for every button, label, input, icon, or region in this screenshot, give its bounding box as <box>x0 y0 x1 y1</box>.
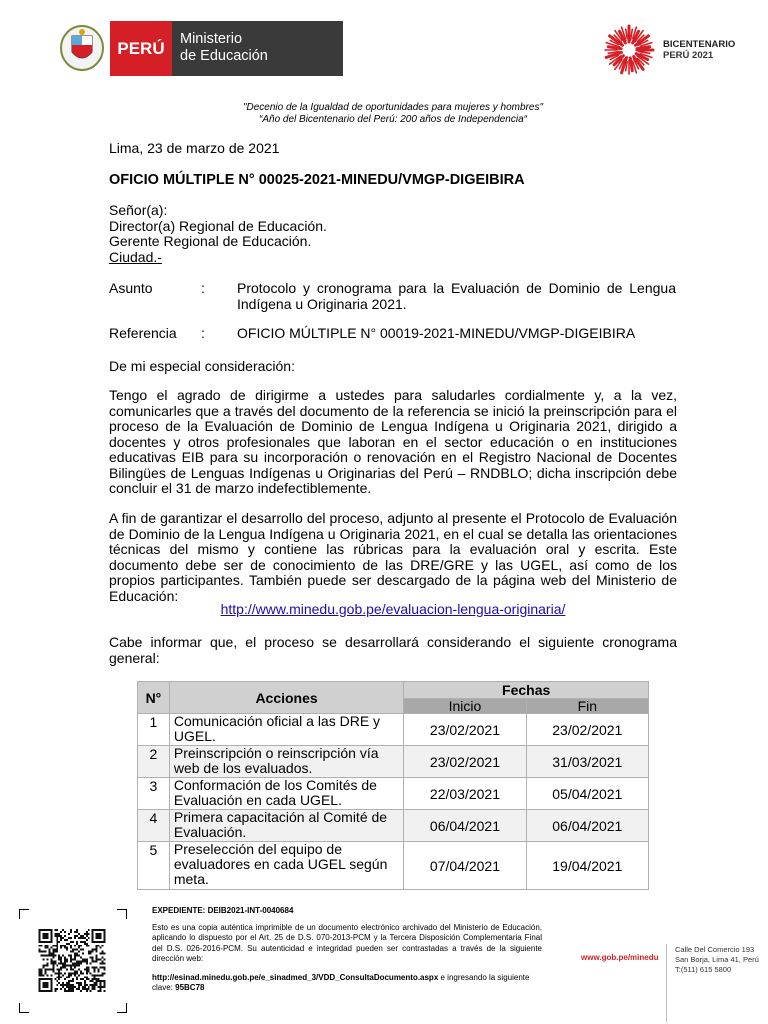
row-action: Comunicación oficial a las DRE y UGEL. <box>169 714 403 746</box>
crop-mark <box>19 1003 29 1013</box>
addressee-city: Ciudad.- <box>109 248 162 265</box>
row-end-date: 31/03/2021 <box>526 746 648 778</box>
row-action: Primera capacitación al Comité de Evaluación. <box>169 810 403 842</box>
verification-suffix: e ingresando la siguiente clave: <box>152 973 530 992</box>
decree-line-2: “Año del Bicentenario del Perú: 200 años de Independencia“ <box>259 114 527 125</box>
decree-line-1: "Decenio de la Igualdad de oportunidades para mujeres y hombres" <box>242 102 544 113</box>
row-number: 2 <box>138 746 170 778</box>
expediente-number: EXPEDIENTE: DEIB2021-INT-0040684 <box>152 906 294 915</box>
address-line-2: San Borja, Lima 41, Perú <box>675 955 759 964</box>
row-action: Preinscripción o reinscripción vía web de los evaluados. <box>169 746 403 778</box>
subject-value: Protocolo y cronograma para la Evaluación de Dominio de Lengua Indígena u Originaria 2021. <box>237 280 676 312</box>
col-header-start: Inicio <box>404 699 526 714</box>
row-action: Preselección del equipo de evaluadores en cada UGEL según meta. <box>169 842 403 890</box>
row-number: 1 <box>138 714 170 746</box>
addressee-salutation: Señor(a): <box>109 202 168 218</box>
row-start-date: 07/04/2021 <box>404 842 526 890</box>
row-end-date: 23/02/2021 <box>526 714 648 746</box>
ministry-address <box>675 945 759 975</box>
ministry-line-2: de Educación <box>180 48 268 64</box>
col-header-num: N° <box>138 682 170 714</box>
row-start-date: 23/02/2021 <box>404 746 526 778</box>
address-line-1: Calle Del Comercio 193 <box>675 945 755 954</box>
row-action: Conformación de los Comités de Evaluación en cada UGEL. <box>169 778 403 810</box>
table-row <box>138 746 649 778</box>
footer-divider <box>666 944 667 1022</box>
gob-website: www.gob.pe/minedu <box>581 953 659 962</box>
bicentenario-label <box>663 39 735 61</box>
table-row <box>138 842 649 890</box>
bicentenario-line-1: BICENTENARIO <box>663 39 736 50</box>
country-label: PERÚ <box>117 38 165 58</box>
verification-key: 95BC78 <box>175 983 205 992</box>
verification-info <box>152 973 552 993</box>
peru-coat-of-arms-logo <box>60 24 104 72</box>
paragraph-2: A fin de garantizar el desarrollo del proceso, adjunto al presente el Protocolo de Evaluación de Dominio de la Lengua Indígena u Originaria 2021, en el cual se detalla las orientaciones técnicas del mismo y contiene las rúbricas para la evaluación oral y escrita. Este documento debe ser de conocimiento de las DRE/GRE y las UGEL, así como de los propios participantes. También puede ser descargado de la página web del Ministerio de Educación: <box>109 510 677 604</box>
peru-brand-block <box>110 21 172 76</box>
authenticity-notice: Esto es una copia auténtica imprimible de un documento electrónico archivado del Ministerio de Educación, aplicando lo dispuesto por el Art. 25 de D.S. 070-2013-PCM y la Tercera Disposición Complementaria Final del D.S. 026-2016-PCM. Su autenticidad e integridad pueden ser contrastadas a través de la siguiente dirección web: <box>152 923 542 963</box>
verification-url: http://esinad.minedu.gob.pe/e_sinadmed_3/VDD_ConsultaDocumento.aspx <box>152 973 439 982</box>
schedule-table <box>137 681 649 890</box>
crop-mark <box>117 1003 127 1013</box>
row-start-date: 22/03/2021 <box>404 778 526 810</box>
col-header-dates: Fechas <box>404 682 649 699</box>
crop-mark <box>19 909 29 919</box>
protocol-download-link[interactable]: http://www.minedu.gob.pe/evaluacion-lengua-originaria/ <box>220 601 566 617</box>
paragraph-1: Tengo el agrado de dirigirme a ustedes para saludarles cordialmente y, a la vez, comunicarles que a través del documento de la referencia se inició la preinscripción para el proceso de la Evaluación de Dominio de Lengua Indígena u Originaria 2021, dirigido a docentes y otros profesionales que laboran en el sector educación o en instituciones educativas EIB para su incorporación o renovación en el Registro Nacional de Docentes Bilingües de Lenguas Indígenas u Originarias del Perú – RNDBLO; dicha inscripción debe concluir el 31 de marzo indefectiblemente. <box>109 387 677 496</box>
addressee-line: Gerente Regional de Educación. <box>109 233 312 249</box>
subject-colon: : <box>201 280 205 296</box>
address-phone: T:(511) 615 5800 <box>675 965 732 974</box>
row-number: 4 <box>138 810 170 842</box>
row-number: 3 <box>138 778 170 810</box>
paragraph-3: Cabe informar que, el proceso se desarrollará considerando el siguiente cronograma general: <box>109 634 677 666</box>
col-header-actions: Acciones <box>169 682 403 714</box>
bicentenario-burst-icon <box>598 22 660 78</box>
subject-label: Asunto <box>109 280 153 296</box>
row-start-date: 06/04/2021 <box>404 810 526 842</box>
table-row <box>138 714 649 746</box>
table-row <box>138 778 649 810</box>
greeting: De mi especial consideración: <box>109 358 295 374</box>
place-date: Lima, 23 de marzo de 2021 <box>109 140 280 156</box>
decree-mottos <box>0 102 768 126</box>
reference-label: Referencia <box>109 325 177 341</box>
table-row <box>138 810 649 842</box>
bicentenario-line-2: PERÚ 2021 <box>663 50 714 61</box>
document-title: OFICIO MÚLTIPLE N° 00025-2021-MINEDU/VMGP-DIGEIBIRA <box>109 172 525 188</box>
row-end-date: 06/04/2021 <box>526 810 648 842</box>
addressee-block <box>109 203 327 265</box>
reference-value: OFICIO MÚLTIPLE N° 00019-2021-MINEDU/VMGP-DIGEIBIRA <box>237 325 636 341</box>
ministry-brand-block <box>172 21 343 76</box>
addressee-line: Director(a) Regional de Educación. <box>109 217 327 234</box>
reference-colon: : <box>201 325 205 341</box>
row-end-date: 05/04/2021 <box>526 778 648 810</box>
row-start-date: 23/02/2021 <box>404 714 526 746</box>
crop-mark <box>117 909 127 919</box>
ministry-line-1: Ministerio <box>180 31 243 47</box>
row-number: 5 <box>138 842 170 890</box>
col-header-end: Fin <box>526 699 648 714</box>
row-end-date: 19/04/2021 <box>526 842 648 890</box>
qr-code-icon <box>38 929 106 992</box>
